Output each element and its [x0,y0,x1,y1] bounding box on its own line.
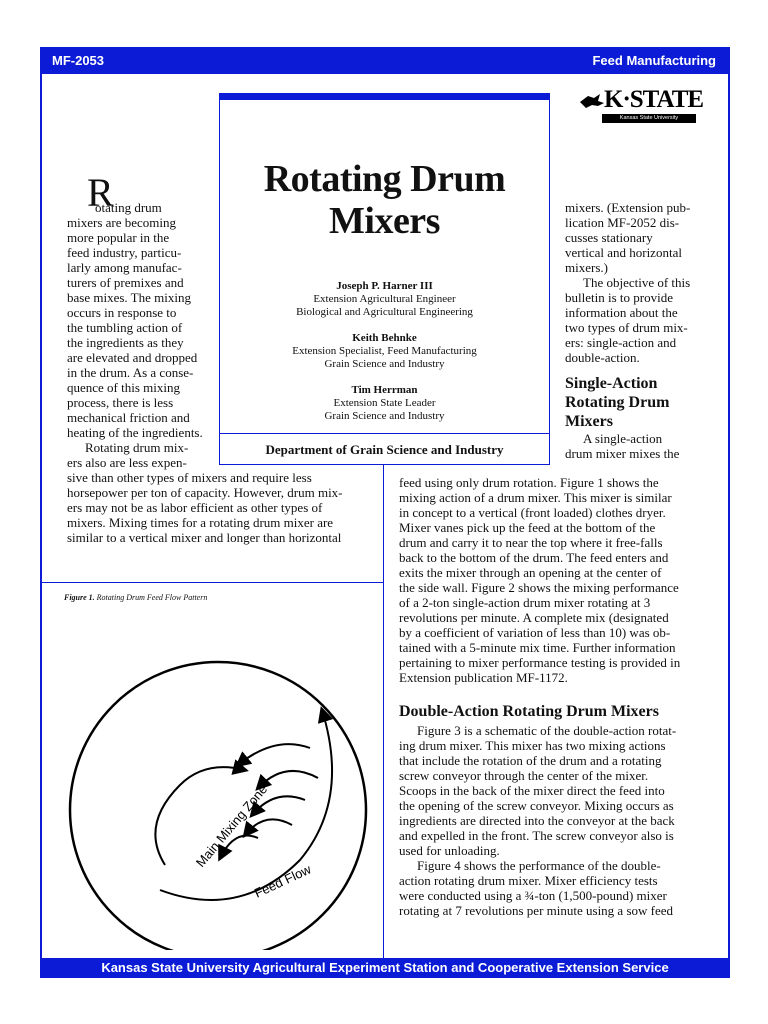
body-line: information about the [565,305,678,320]
right-column [565,200,725,461]
body-line: drum and carry it to near the top where it free-falls [399,535,663,550]
body-line: ers: single-action and [565,335,677,350]
mixing-arrow [238,744,310,765]
intro-line: horsepower per ton of capacity. However, drum mix- [67,485,343,500]
logo-subtitle: Kansas State University [602,114,696,123]
intro-line: feed industry, particu- [67,245,182,260]
body-line: in concept to a vertical (front loaded) clothes dryer. [399,505,666,520]
author-1: Joseph P. Harner III Extension Agricultural Engineer Biological and Agricultural Engineering [296,280,473,318]
body-line: mixers. (Extension pub- [565,200,691,215]
logo-wordmark: K·STATE [604,86,704,113]
body-line: Mixer vanes pick up the feed at the bottom of the [399,520,656,535]
header-bar [40,47,730,74]
intro-line: base mixes. The mixing [67,290,191,305]
body-line: ing drum mixer. This mixer has two mixing actions [399,738,666,753]
section-heading-double-action: Double-Action Rotating Drum Mixers [399,703,659,720]
figure-caption: Figure 1. Rotating Drum Feed Flow Pattern [64,593,208,602]
body-line: two types of drum mix- [565,320,688,335]
body-line: screw conveyor through the center of the mixer. [399,768,649,783]
main-mixing-zone-label: Main Mixing Zone [192,781,271,870]
body-line: Figure 3 is a schematic of the double-action rotat- [417,723,677,738]
body-line: back to the bottom of the drum. The feed enters and [399,550,669,565]
body-line: Scoops in the back of the mixer direct the feed into [399,783,665,798]
intro-line: heating of the ingredients. [67,425,203,440]
feed-flow-diagram [60,610,380,950]
publication-code: MF-2053 [52,53,105,68]
intro-line: the tumbling action of [67,320,183,335]
body-line: pertaining to mixer performance testing is provided in [399,655,681,670]
frame-left [40,74,42,958]
intro-line: mechanical friction and [67,410,190,425]
body-line: action rotating drum mixer. Mixer efficiency tests [399,873,658,888]
drop-cap: R [87,170,114,215]
body-line: mixing action of a drum mixer. This mixer is similar [399,490,672,505]
feed-flow-label: Feed Flow [251,861,314,901]
body-line: were conducted using a ¾-ton (1,500-pound) mixer [399,888,667,903]
intro-line: quence of this mixing [67,380,181,395]
body-line: that include the rotation of the drum and a rotating [399,753,662,768]
body-line: feed using only drum rotation. Figure 1 shows the [399,475,659,490]
body-line: cusses stationary [565,230,653,245]
page-title: Rotating Drum Mixers [263,158,506,242]
body-line: drum mixer mixes the [565,446,680,461]
body-line: The objective of this [583,275,691,290]
body-line: double-action. [565,350,640,365]
body-line: used for unloading. [399,843,500,858]
title-box [219,93,550,465]
author-3: Tim Herrman Extension State Leader Grain Science and Industry [324,384,445,422]
body-line: revolutions per minute. A complete mix (designated [399,610,669,625]
department-banner: Department of Grain Science and Industry [220,433,549,465]
intro-line: otating drum [95,200,162,215]
intro-line: mixers. Mixing times for a rotating drum mixer are [67,515,334,530]
intro-line: occurs in response to [67,305,177,320]
author-2: Keith Behnke Extension Specialist, Feed Manufacturing Grain Science and Industry [292,332,477,370]
body-line: mixers.) [565,260,608,275]
intro-line: similar to a vertical mixer and longer than horizontal [67,530,342,545]
intro-line: process, there is less [67,395,174,410]
body-line: the opening of the screw conveyor. Mixing occurs as [399,798,674,813]
body-line: and expelled in the front. The screw conveyor also is [399,828,674,843]
intro-line: are elevated and dropped [67,350,198,365]
intro-line: the ingredients as they [67,335,184,350]
body-line: ingredients are directed into the conveyor at the back [399,813,675,828]
body-line: A single-action [583,431,663,446]
intro-line: ers also are less expen- [67,455,187,470]
body-line: exits the mixer through an opening at the center of [399,565,662,580]
body-line: lication MF-2052 dis- [565,215,680,230]
intro-line: more popular in the [67,230,170,245]
intro-line: larly among manufac- [67,260,182,275]
figure-divider [42,582,383,583]
mixing-arrow [245,819,292,835]
intro-line: ers may not be as labor efficient as other types of [67,500,323,515]
column-divider [383,465,384,958]
intro-line: turers of premixes and [67,275,184,290]
intro-column [67,200,217,470]
section-heading-single-action: Single-Action Rotating Drum Mixers [565,375,670,430]
body-line: of a 2-ton single-action drum mixer rotating at 3 [399,595,651,610]
body-line: tained with a 5-minute mix time. Further information [399,640,676,655]
intro-line: Rotating drum mix- [85,440,189,455]
body-line: by a coefficient of variation of less than 10) was ob- [399,625,671,640]
footer-bar: Kansas State University Agricultural Experiment Station and Cooperative Extension Service [40,958,730,978]
frame-right [728,74,730,958]
intro-line: sive than other types of mixers and require less [67,470,312,485]
intro-wide [67,470,377,545]
body-line: Figure 4 shows the performance of the double- [417,858,661,873]
body-line: rotating at 7 revolutions per minute using a sow feed [399,903,674,918]
mixing-arrow [258,771,318,788]
body-line: vertical and horizontal [565,245,682,260]
author-list [220,280,549,436]
body-line: bulletin is to provide [565,290,673,305]
body-line: the side wall. Figure 2 shows the mixing performance [399,580,679,595]
intro-line: mixers are becoming [67,215,177,230]
intro-line: in the drum. As a conse- [67,365,194,380]
body-line: Extension publication MF-1172. [399,670,568,685]
drum-circle [70,662,366,950]
main-column [399,475,719,918]
series-name: Feed Manufacturing [592,53,716,68]
